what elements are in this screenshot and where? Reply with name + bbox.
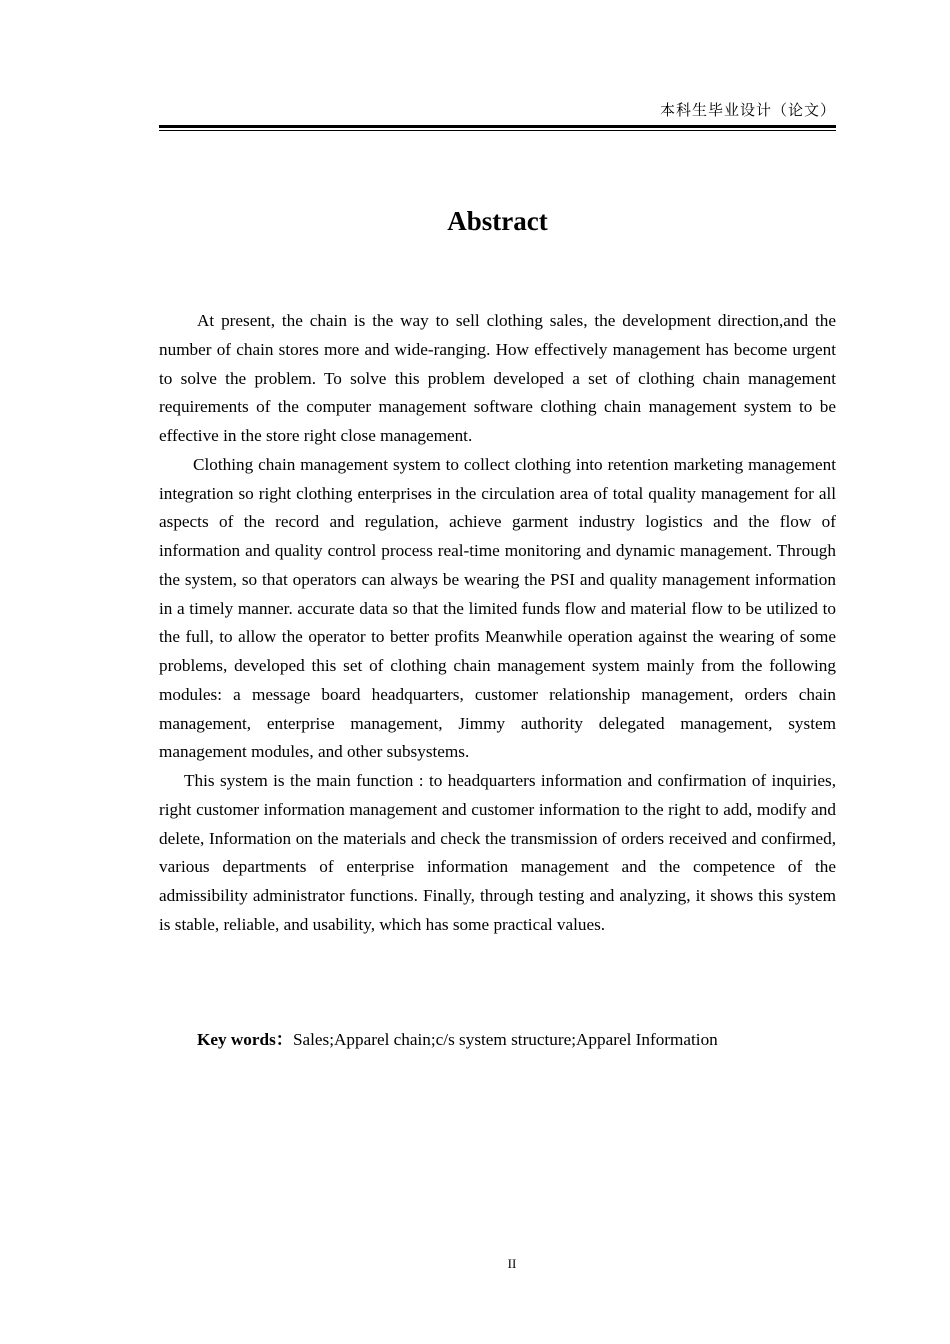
abstract-paragraph-2: Clothing chain management system to collect clothing into retention marketing management integration so right clothing enterprises in the circulation area of total quality management for all aspects of the record and regulation, achieve garment industry logistics and the flow of information and quality control process real-time monitoring and dynamic management. Through the system, so that operators can always be wearing the PSI and quality management information in a timely manner. accurate data so that the limited funds flow and material flow to be utilized to the full, to allow the operator to better profits Meanwhile operation against the wearing of some problems, developed this set of clothing chain management system mainly from the following modules: a message board headquarters, customer relationship management, orders chain management, enterprise management, Jimmy authority delegated management, system management modules, and other subsystems.: [159, 454, 836, 762]
abstract-body: [159, 307, 836, 940]
header-rule-thick: [159, 125, 836, 128]
keywords-line: [197, 1026, 718, 1054]
abstract-title: Abstract: [447, 206, 548, 236]
keywords-value: Sales;Apparel chain;c/s system structure;Apparel Information: [292, 1030, 718, 1049]
abstract-paragraph-1: At present, the chain is the way to sell clothing sales, the development direction,and the number of chain stores more and wide-ranging. How effectively management has become urgent to solve the problem. To solve this problem developed a set of clothing chain management requirements of the computer management software clothing chain management system to be effective in the store right close management.: [159, 311, 836, 445]
page-number: II: [507, 1256, 517, 1271]
running-header: 本科生毕业设计（论文）: [659, 101, 836, 119]
abstract-paragraph-3: This system is the main function : to headquarters information and confirmation of inquiries, right customer information management and customer information to the right to add, modify and delete, Information on the materials and check the transmission of orders received and confirmed, various departments of enterprise information management and the competence of the admissibility administrator functions. Finally, through testing and analyzing, it shows this system is stable, reliable, and usability, which has some practical values.: [159, 771, 836, 934]
keywords-label: Key words：: [197, 1030, 293, 1049]
header-rule-thin: [159, 130, 836, 131]
